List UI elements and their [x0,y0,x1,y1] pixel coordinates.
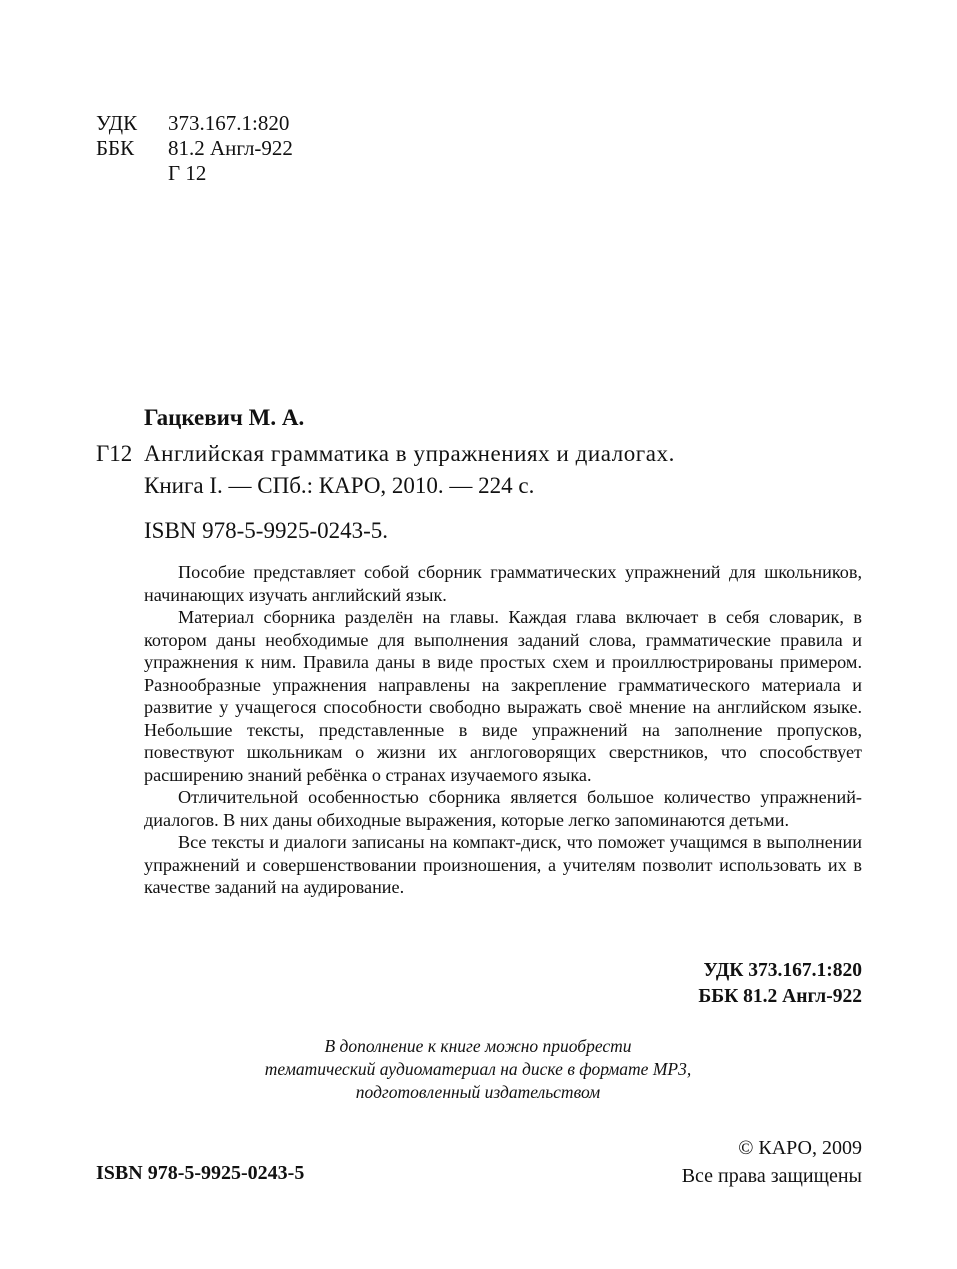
bbk-label: ББК [96,136,135,160]
isbn-bottom: ISBN 978-5-9925-0243-5 [96,1162,305,1184]
udk-label: УДК [96,111,138,135]
annotation-paragraph: Все тексты и диалоги записаны на компакт-диск, что поможет учащимся в выполнении упражнений и совершенствовании произношения, а учителям позволит использовать их в качестве заданий на аудирование. [144,832,862,897]
catalog-isbn: ISBN 978-5-9925-0243-5. [144,518,389,543]
catalog-imprint: Книга I. — СПб.: КАРО, 2010. — 224 с. [144,473,535,498]
catalog-code: Г12 [96,441,133,466]
audio-note-line: подготовленный издательством [355,1082,601,1102]
bbk-value: 81.2 Англ-922 [168,136,293,160]
annotation-paragraph: Отличительной особенностью сборника является большое количество упражнений-диалогов. В них даны обиходные выражения, которые легко запоминаются детьми. [144,787,862,830]
annotation-paragraph: Материал сборника разделён на главы. Каждая глава включает в себя словарик, в котором даны необходимые для выполнения заданий слова, грамматические правила и упражнения к ним. Правила даны в виде простых схем и проиллюстрированы примером. Разнообразные упражнения направлены на закрепление грамматического материала и развитие у учащегося способности свободно выражать своё мнение на английском языке. Небольшие тексты, представленные в виде упражнений на заполнение пропусков, повествуют школьникам о жизни их англоговорящих сверстников, что способствует расширению знаний ребёнка о странах изучаемого языка. [144,607,862,785]
bbk-row [96,136,293,161]
catalog-title-line [96,438,866,470]
catalog-entry [96,438,866,502]
catalog-author: Гацкевич М. А. [144,405,305,430]
audio-note-line: В дополнение к книге можно приобрести [324,1036,632,1056]
udk-bottom: УДК 373.167.1:820 [703,960,862,981]
annotation-paragraph: Пособие представляет собой сборник грамматических упражнений для школьников, начинающих изучать английский язык. [144,562,862,605]
audio-note [200,1035,756,1104]
bbk-bottom: ББК 81.2 Англ-922 [698,986,862,1007]
audio-note-line: тематический аудиоматериал на диске в формате MP3, [264,1059,692,1079]
classification-codes [96,111,293,186]
udk-value: 373.167.1:820 [168,111,290,135]
udk-row [96,111,293,136]
copyright-block [682,1134,862,1190]
classification-codes-bottom [698,958,862,1010]
annotation [144,561,862,899]
copyright-line: © КАРО, 2009 [738,1137,862,1159]
catalog-title: Английская грамматика в упражнениях и диалогах. [144,441,675,466]
author-mark: Г 12 [168,161,207,185]
author-mark-row [96,161,293,186]
rights-line: Все права защищены [681,1165,862,1187]
